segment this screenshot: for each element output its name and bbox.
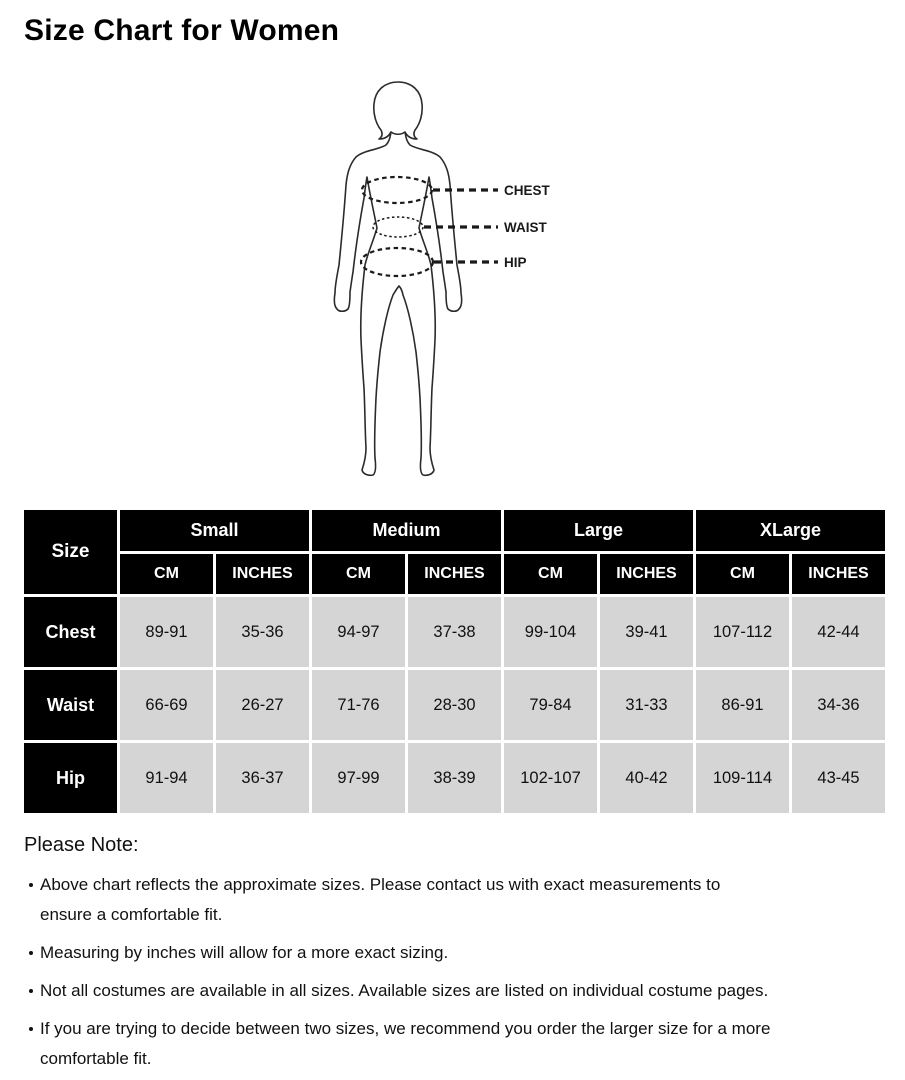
unit-header-inches: INCHES [792, 554, 885, 594]
note-text: If you are trying to decide between two sizes, we recommend you order the larger size for a more [40, 1019, 771, 1038]
note-item [24, 976, 890, 1006]
bullet-icon [24, 870, 40, 930]
group-header-small: Small [120, 510, 309, 551]
notes-section [24, 834, 890, 1080]
note-text: Above chart reflects the approximate sizes. Please contact us with exact measurements to [40, 875, 721, 894]
unit-header-cm: CM [120, 554, 213, 594]
note-item [24, 1014, 890, 1074]
value-cell: 94-97 [312, 597, 405, 667]
value-cell: 79-84 [504, 670, 597, 740]
value-cell: 102-107 [504, 743, 597, 813]
group-header-medium: Medium [312, 510, 501, 551]
table-row-hip [24, 743, 885, 813]
value-cell: 42-44 [792, 597, 885, 667]
note-text: Not all costumes are available in all sizes. Available sizes are listed on individual costume pages. [40, 981, 769, 1000]
hip-label: HIP [504, 255, 527, 270]
note-text: Measuring by inches will allow for a more exact sizing. [40, 943, 449, 962]
group-header-large: Large [504, 510, 693, 551]
value-cell: 39-41 [600, 597, 693, 667]
group-header-xlarge: XLarge [696, 510, 885, 551]
value-cell: 28-30 [408, 670, 501, 740]
row-header-waist: Waist [24, 670, 117, 740]
value-cell: 26-27 [216, 670, 309, 740]
page-title: Size Chart for Women [24, 14, 340, 47]
table-row-chest [24, 597, 885, 667]
value-cell: 31-33 [600, 670, 693, 740]
note-item [24, 870, 890, 930]
value-cell: 35-36 [216, 597, 309, 667]
table-row-waist [24, 670, 885, 740]
unit-header-cm: CM [504, 554, 597, 594]
value-cell: 91-94 [120, 743, 213, 813]
value-cell: 38-39 [408, 743, 501, 813]
value-cell: 109-114 [696, 743, 789, 813]
value-cell: 86-91 [696, 670, 789, 740]
body-measurement-figure [320, 80, 560, 480]
note-text: ensure a comfortable fit. [40, 905, 223, 924]
value-cell: 43-45 [792, 743, 885, 813]
row-header-hip: Hip [24, 743, 117, 813]
value-cell: 107-112 [696, 597, 789, 667]
value-cell: 37-38 [408, 597, 501, 667]
row-header-chest: Chest [24, 597, 117, 667]
head-outline [374, 82, 422, 139]
unit-header-inches: INCHES [216, 554, 309, 594]
unit-header-cm: CM [696, 554, 789, 594]
bullet-icon [24, 938, 40, 968]
size-chart-table [21, 507, 888, 816]
value-cell: 66-69 [120, 670, 213, 740]
size-corner-header: Size [24, 510, 117, 594]
value-cell: 71-76 [312, 670, 405, 740]
bullet-icon [24, 1014, 40, 1074]
body-outline [334, 132, 461, 475]
chest-label: CHEST [504, 183, 550, 198]
value-cell: 99-104 [504, 597, 597, 667]
unit-header-inches: INCHES [408, 554, 501, 594]
value-cell: 40-42 [600, 743, 693, 813]
value-cell: 34-36 [792, 670, 885, 740]
notes-heading: Please Note: [24, 834, 139, 856]
value-cell: 36-37 [216, 743, 309, 813]
waist-label: WAIST [504, 220, 547, 235]
bullet-icon [24, 976, 40, 1006]
value-cell: 89-91 [120, 597, 213, 667]
note-text: comfortable fit. [40, 1049, 152, 1068]
unit-header-inches: INCHES [600, 554, 693, 594]
value-cell: 97-99 [312, 743, 405, 813]
unit-header-cm: CM [312, 554, 405, 594]
note-item [24, 938, 890, 968]
